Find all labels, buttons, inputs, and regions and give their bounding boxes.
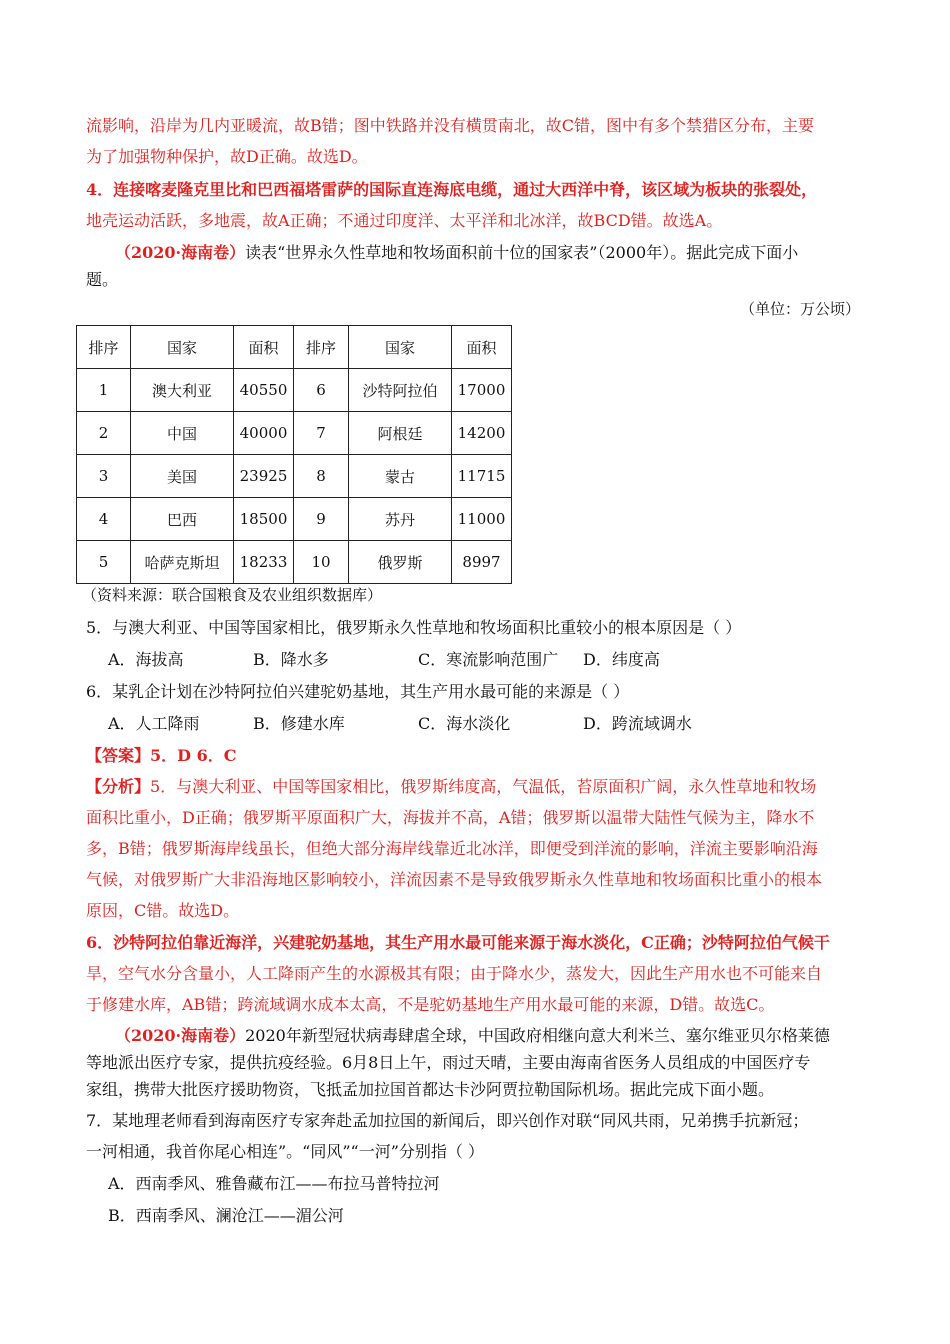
table-cell: 苏丹 (349, 498, 452, 541)
analysis-5-line-4: 气候，对俄罗斯广大非沿海地区影响较小，洋流因素不是导致俄罗斯永久性草地和牧场面积比重小的根本 (86, 870, 823, 889)
q6-option-d: D．跨流域调水 (583, 714, 692, 733)
table-cell: 中国 (131, 412, 234, 455)
intro-2 (115, 1026, 895, 1046)
answer-4-line-1: 4．连接喀麦隆克里比和巴西福塔雷萨的国际直连海底电缆，通过大西洋中脊，该区域为板块的张裂处， (86, 180, 818, 199)
q5-stem: 5．与澳大利亚、中国等国家相比，俄罗斯永久性草地和牧场面积比重较小的根本原因是（ ） (86, 618, 742, 637)
header-cell: 排序 (77, 326, 131, 369)
analysis-6-line-1: 6．沙特阿拉伯靠近海洋，兴建驼奶基地，其生产用水最可能来源于海水淡化，C正确；沙特阿拉伯气候干 (86, 933, 830, 952)
table-cell: 18500 (234, 498, 294, 541)
table-cell: 3 (77, 455, 131, 498)
header-cell: 面积 (234, 326, 294, 369)
table-cell: 11715 (452, 455, 512, 498)
table-row (77, 455, 512, 498)
header-cell: 国家 (131, 326, 234, 369)
q6-option-b: B．修建水库 (253, 714, 345, 733)
grassland-table (76, 325, 512, 584)
answer-4-line-2: 地壳运动活跃，多地震，故A正确；不通过印度洋、太平洋和北冰洋，故BCD错。故选A。 (86, 211, 723, 230)
header-cell: 国家 (349, 326, 452, 369)
table-cell: 澳大利亚 (131, 369, 234, 412)
table-cell: 23925 (234, 455, 294, 498)
table-cell: 4 (77, 498, 131, 541)
table-cell: 2 (77, 412, 131, 455)
analysis-label: 【分析】 (86, 777, 151, 796)
table-row (77, 541, 512, 584)
table-unit: （单位：万公顷） (739, 300, 860, 318)
q5-option-b: B．降水多 (253, 650, 329, 669)
table-cell: 7 (294, 412, 349, 455)
q7-stem-1: 7．某地理老师看到海南医疗专家奔赴孟加拉国的新闻后，即兴创作对联“同风共雨，兄弟携手抗新冠； (86, 1111, 809, 1130)
table-row (77, 412, 512, 455)
q5-option-d: D．纬度高 (583, 650, 660, 669)
table-header-row (77, 326, 512, 369)
analysis-5-line-1 (86, 777, 866, 797)
table-cell: 阿根廷 (349, 412, 452, 455)
table-cell: 蒙古 (349, 455, 452, 498)
table-cell: 美国 (131, 455, 234, 498)
q6-option-c: C．海水淡化 (418, 714, 511, 733)
answer-key (86, 746, 866, 766)
intro-1-line-2: 题。 (86, 270, 119, 289)
table-row (77, 498, 512, 541)
table-cell: 40000 (234, 412, 294, 455)
analysis-5-line-3: 多，B错；俄罗斯海岸线虽长，但绝大部分海岸线靠近北冰洋，即便受到洋流的影响，洋流主要影响沿海 (86, 839, 818, 858)
header-cell: 面积 (452, 326, 512, 369)
q5-option-c: C．寒流影响范围广 (418, 650, 559, 669)
table-cell: 11000 (452, 498, 512, 541)
intro-2-line-3: 家组，携带大批医疗援助物资，飞抵孟加拉国首都达卡沙阿贾拉勒国际机场。据此完成下面小题。 (86, 1080, 775, 1099)
analysis-5-text: 5．与澳大利亚、中国等国家相比，俄罗斯纬度高，气温低，苔原面积广阔，永久性草地和牧场 (150, 777, 817, 796)
intro-1 (115, 243, 895, 263)
analysis-6-line-3: 于修建水库，AB错；跨流域调水成本太高，不是驼奶基地生产用水最可能的来源，D错。故选C。 (86, 995, 775, 1014)
q7-option-b: B．西南季风、澜沧江——湄公河 (108, 1206, 344, 1225)
answer-top-line-2: 为了加强物种保护，故D正确。故选D。 (86, 147, 368, 166)
table-row (77, 369, 512, 412)
intro-2-text: 2020年新型冠状病毒肆虐全球，中国政府相继向意大利米兰、塞尔维亚贝尔格莱德 (245, 1026, 830, 1045)
table-cell: 14200 (452, 412, 512, 455)
table-cell: 1 (77, 369, 131, 412)
answer-key-text: 5．D 6．C (150, 746, 237, 765)
q5-option-a: A．海拔高 (108, 650, 184, 669)
analysis-5-line-5: 原因，C错。故选D。 (86, 901, 240, 920)
header-cell: 排序 (294, 326, 349, 369)
table-cell: 沙特阿拉伯 (349, 369, 452, 412)
answer-key-label: 【答案】 (86, 746, 151, 765)
table-cell: 8997 (452, 541, 512, 584)
table-cell: 18233 (234, 541, 294, 584)
analysis-6-line-2: 旱，空气水分含量小，人工降雨产生的水源极其有限；由于降水少，蒸发大，因此生产用水也不可能来自 (86, 964, 823, 983)
table-cell: 巴西 (131, 498, 234, 541)
intro-1-text: 读表“世界永久性草地和牧场面积前十位的国家表”（2000年）。据此完成下面小 (245, 243, 799, 262)
table-cell: 5 (77, 541, 131, 584)
q7-option-a: A．西南季风、雅鲁藏布江——布拉马普特拉河 (108, 1174, 440, 1193)
table-cell: 17000 (452, 369, 512, 412)
intro-2-line-2: 等地派出医疗专家，提供抗疫经验。6月8日上午，雨过天晴，主要由海南省医务人员组成的中国医疗专 (86, 1053, 811, 1072)
table-cell: 俄罗斯 (349, 541, 452, 584)
intro-2-source: （2020·海南卷） (115, 1026, 246, 1045)
intro-1-source: （2020·海南卷） (115, 243, 246, 262)
table-cell: 6 (294, 369, 349, 412)
table-cell: 哈萨克斯坦 (131, 541, 234, 584)
table-cell: 9 (294, 498, 349, 541)
table-cell: 10 (294, 541, 349, 584)
answer-top-line-1: 流影响，沿岸为几内亚暖流，故B错；图中铁路并没有横贯南北，故C错，图中有多个禁猎区分布，主要 (86, 116, 815, 135)
q6-option-a: A．人工降雨 (108, 714, 200, 733)
table-source-note: （资料来源：联合国粮食及农业组织数据库） (82, 586, 383, 604)
analysis-5-line-2: 面积比重小，D正确；俄罗斯平原面积广大，海拔并不高，A错；俄罗斯以温带大陆性气候为主，降水不 (86, 808, 815, 827)
table-cell: 40550 (234, 369, 294, 412)
table-cell: 8 (294, 455, 349, 498)
q7-stem-2: 一河相通，我首你尾心相连”。“同风”“一河”分别指（ ） (86, 1142, 484, 1161)
q6-stem: 6．某乳企计划在沙特阿拉伯兴建驼奶基地，其生产用水最可能的来源是（ ） (86, 682, 630, 701)
